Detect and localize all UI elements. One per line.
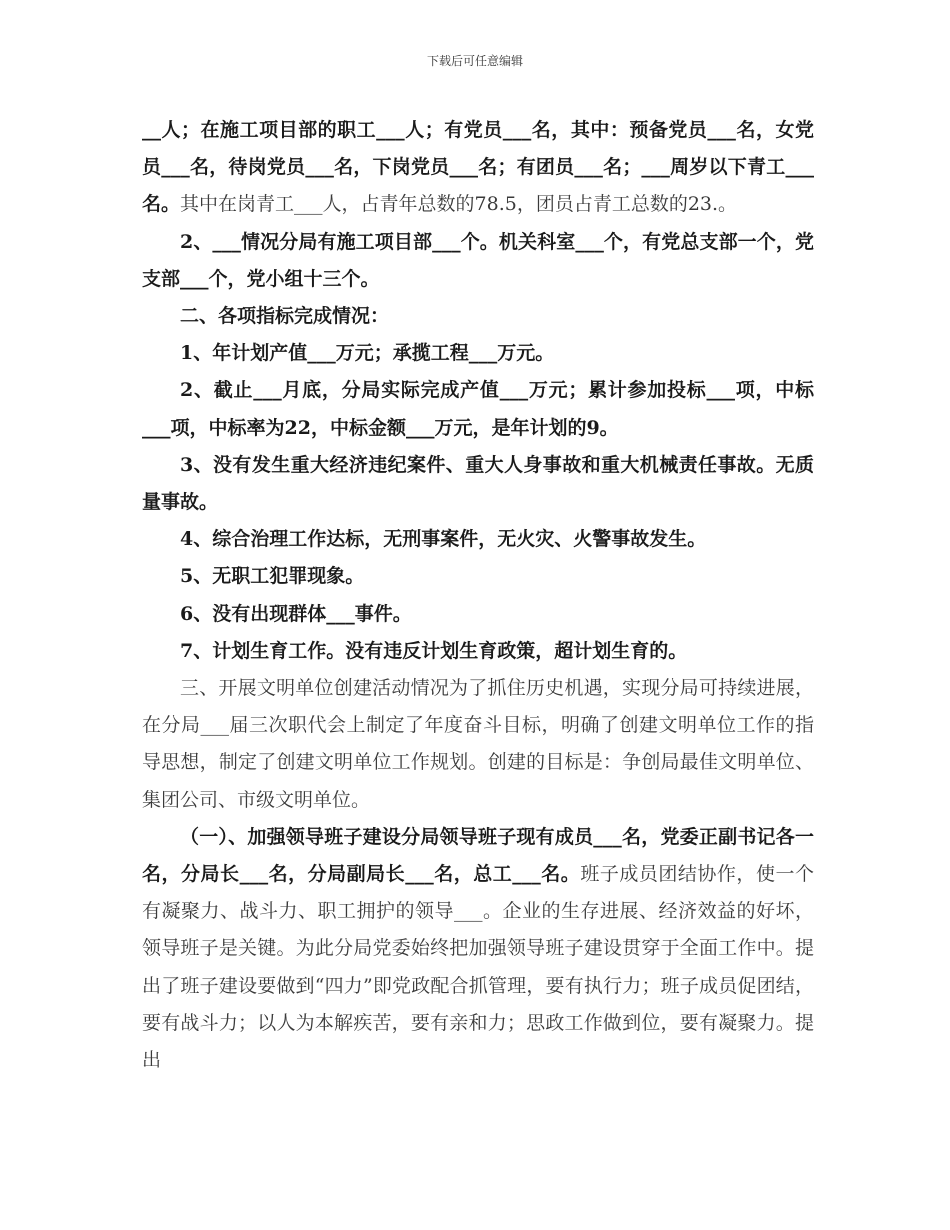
paragraph-text: 6、没有出现群体___事件。 <box>180 602 412 625</box>
document-body <box>142 112 814 1079</box>
paragraph-text: 其中在岗青工___人，占青年总数的78.5，团员占青工总数的23.。 <box>180 193 738 216</box>
paragraph <box>142 447 814 521</box>
paragraph <box>142 558 814 595</box>
paragraph <box>142 112 814 224</box>
paragraph-text: 3、没有发生重大经济违纪案件、重大人身事故和重大机械责任事故。无质量事故。 <box>142 453 814 514</box>
paragraph <box>142 372 814 446</box>
paragraph <box>142 633 814 670</box>
page-header: 下载后可任意编辑 <box>426 54 523 68</box>
paragraph-text: （一）、加强领导班子建设分局领导班子现有成员___名，党委正副书记各一名，分局长___名，分局副局长___名，总工___名。 <box>142 825 814 886</box>
paragraph <box>142 819 814 1079</box>
paragraph-text: 5、无职工犯罪现象。 <box>180 565 365 588</box>
paragraph-text: 2、截止___月底，分局实际完成产值___万元；累计参加投标___项，中标___项，中标率为22，中标金额___万元，是年计划的9。 <box>142 379 814 439</box>
paragraph-text: 三、开展文明单位创建活动情况为了抓住历史机遇，实现分局可持续进展，在分局___届三次职代会上制定了年度奋斗目标，明确了创建文明单位工作的指导思想，制定了创建文明单位工作规划。创建的目标是：争创局最佳文明单位、集团公司、市级文明单位。 <box>142 677 814 811</box>
paragraph-text: 二、各项指标完成情况： <box>180 305 390 328</box>
paragraph-text: __人；在施工项目部的职工___人；有党员___名，其中：预备党员___名，女党员___名，待岗党员___名，下岗党员___名；有团员___名；___周岁以下青工___名。 <box>142 119 814 216</box>
paragraph-text: 7、计划生育工作。没有违反计划生育政策，超计划生育的。 <box>180 639 688 662</box>
paragraph-text: 班子成员团结协作，使一个有凝聚力、战斗力、职工拥护的领导___。企业的生存进展、经济效益的好坏，领导班子是关键。为此分局党委始终把加强领导班子建设贯穿于全面工作中。提出了班子建设要做到“四力”即党政配合抓管理，要有执行力；班子成员促团结，要有战斗力；以人为本解疾苦，要有亲和力；思政工作做到位，要有凝聚力。提出 <box>142 863 814 1072</box>
paragraph <box>142 298 814 335</box>
paragraph <box>142 224 814 298</box>
paragraph <box>142 335 814 372</box>
paragraph <box>142 521 814 558</box>
paragraph-text: 2、___情况分局有施工项目部___个。机关科室___个，有党总支部一个，党支部___个，党小组十三个。 <box>142 230 814 290</box>
paragraph <box>142 670 814 819</box>
paragraph-text: 4、综合治理工作达标，无刑事案件，无火灾、火警事故发生。 <box>180 528 707 551</box>
paragraph <box>142 596 814 633</box>
paragraph-text: 1、年计划产值___万元；承揽工程___万元。 <box>180 342 555 365</box>
